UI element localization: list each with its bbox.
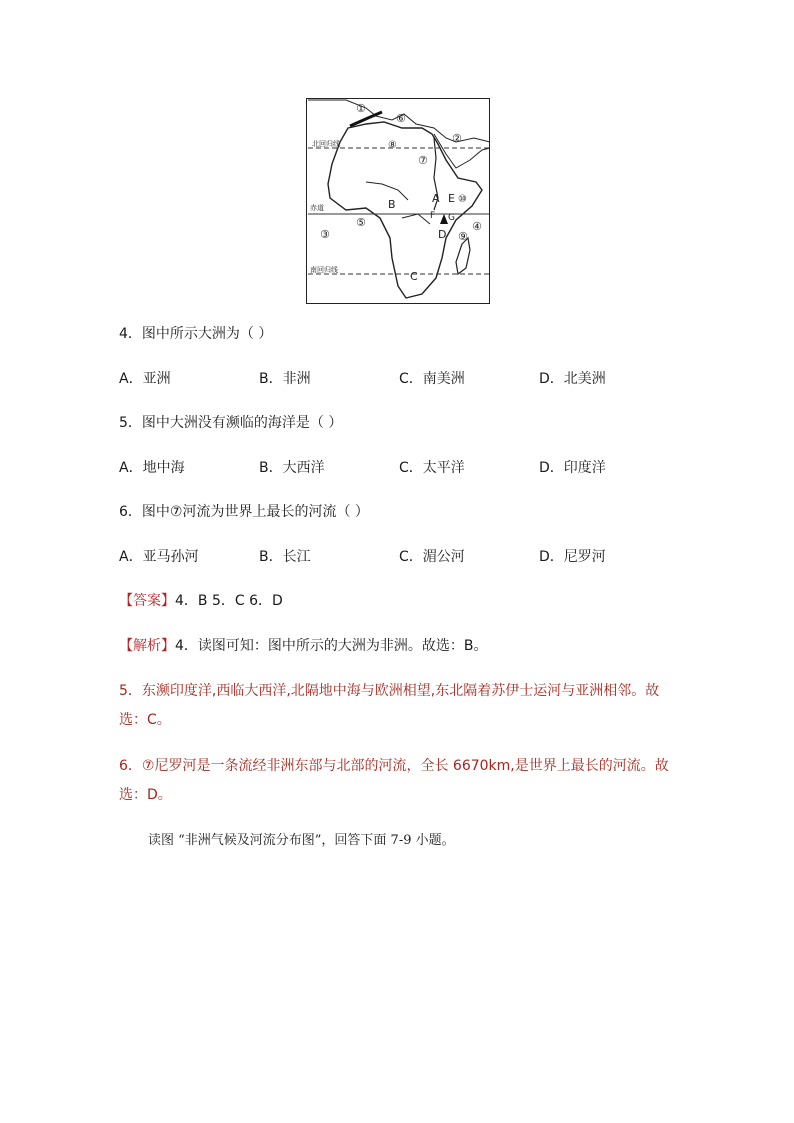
analysis-label: 【解析】 xyxy=(119,638,175,654)
question-6-option-a[interactable]: A．亚马孙河 xyxy=(119,549,199,565)
map-label-D: D xyxy=(438,228,447,241)
map-label-3: ③ xyxy=(320,228,330,241)
question-5-option-c[interactable]: C．太平洋 xyxy=(399,460,465,476)
map-label-1: ① xyxy=(356,102,366,115)
answer-text: 4．B 5．C 6．D xyxy=(175,593,283,609)
question-6-option-b[interactable]: B．长江 xyxy=(259,549,311,565)
map-label-8: ⑧ xyxy=(388,140,397,151)
question-4-stem: 4．图中所示大洲为（ ） xyxy=(119,326,273,342)
question-6-option-c[interactable]: C．湄公河 xyxy=(399,549,465,565)
map-label-6: ⑥ xyxy=(396,112,406,125)
map-label-south-tropic: 南回归线 xyxy=(310,266,338,274)
question-5-option-a[interactable]: A．地中海 xyxy=(119,460,185,476)
map-label-C: C xyxy=(410,270,418,283)
map-label-E: E xyxy=(448,192,455,205)
question-5-option-b[interactable]: B．大西洋 xyxy=(259,460,325,476)
map-label-G: G xyxy=(448,213,455,223)
map-label-2: ② xyxy=(452,132,462,145)
map-label-F: F xyxy=(430,211,436,221)
question-5-stem: 5．图中大洲没有濒临的海洋是（ ） xyxy=(119,415,343,431)
map-label-7: ⑦ xyxy=(418,154,428,167)
map-label-B: B xyxy=(388,198,396,211)
map-label-A: A xyxy=(432,192,440,205)
map-label-4: ④ xyxy=(472,220,482,233)
question-5-option-d[interactable]: D．印度洋 xyxy=(539,460,606,476)
question-4-option-b[interactable]: B．非洲 xyxy=(259,371,311,387)
map-label-north-tropic: 北回归线 xyxy=(312,140,340,148)
africa-map xyxy=(306,98,490,304)
answer-label: 【答案】 xyxy=(119,593,175,609)
question-6-option-d[interactable]: D．尼罗河 xyxy=(539,549,606,565)
explanation-5: 5．东濒印度洋,西临大西洋,北隔地中海与欧洲相望,东北隔着苏伊士运河与亚洲相邻。故选：C。 xyxy=(119,683,660,728)
question-4-option-d[interactable]: D．北美洲 xyxy=(539,371,606,387)
answer-line xyxy=(119,591,283,611)
analysis-line xyxy=(119,636,488,656)
question-4-option-a[interactable]: A．亚洲 xyxy=(119,371,171,387)
analysis-text: 4．读图可知：图中所示的大洲为非洲。故选：B。 xyxy=(175,638,488,654)
map-label-9: ⑨ xyxy=(458,230,468,243)
question-4-option-c[interactable]: C．南美洲 xyxy=(399,371,465,387)
map-label-equator: 赤道 xyxy=(310,204,324,212)
explanation-6: 6．⑦尼罗河是一条流经非洲东部与北部的河流，全长 6670km,是世界上最长的河流。故选：D。 xyxy=(119,758,669,803)
question-6-stem: 6．图中⑦河流为世界上最长的河流（ ） xyxy=(119,504,369,520)
map-label-10: ⑩ xyxy=(458,194,467,205)
reading-instruction: 读图 “非洲气候及河流分布图”，回答下面 7-9 小题。 xyxy=(148,833,455,848)
map-label-5: ⑤ xyxy=(356,216,366,229)
